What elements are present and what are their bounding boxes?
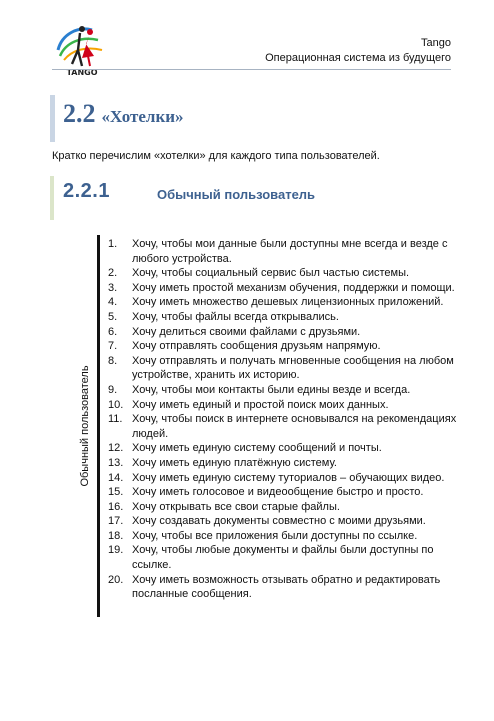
list-item-number: 11. bbox=[108, 413, 123, 426]
list-item-number: 16. bbox=[108, 500, 124, 513]
list-item-number: 7. bbox=[108, 340, 118, 353]
list-item-text: Хочу отправлять и получать мгновенные сообщения на любом устройстве, хранить их историю. bbox=[132, 354, 454, 382]
list-item-text: Хочу, чтобы все приложения были доступны по ссылке. bbox=[132, 529, 418, 542]
list-item bbox=[102, 383, 457, 398]
list-item-text: Хочу иметь возможность отзывать обратно и редактировать посланные сообщения. bbox=[132, 573, 441, 601]
list-item-text: Хочу, чтобы мои данные были доступны мне всегда и везде с любого устройства. bbox=[132, 238, 448, 265]
list-item-text: Хочу открывать все свои старые файлы. bbox=[132, 500, 340, 513]
list-item bbox=[102, 237, 457, 266]
list-item-number: 13. bbox=[108, 456, 124, 469]
list-item-number: 18. bbox=[108, 529, 124, 542]
list-item-number: 20. bbox=[108, 573, 124, 586]
header-title: Tango bbox=[421, 37, 451, 49]
list-item-text: Хочу, чтобы поиск в интернете основывался на рекомендациях людей. bbox=[132, 413, 457, 440]
list-item bbox=[102, 514, 457, 529]
list-item bbox=[102, 325, 457, 340]
heading-accent-bar bbox=[50, 95, 55, 142]
list-item-text: Хочу, чтобы файлы всегда открывались. bbox=[132, 310, 339, 323]
list-item-text: Хочу иметь голосовое и видеообщение быстро и просто. bbox=[132, 486, 424, 499]
intro-paragraph: Кратко перечислим «хотелки» для каждого типа пользователей. bbox=[52, 150, 380, 162]
list-item-text: Хочу создавать документы совместно с моими друзьями. bbox=[132, 515, 426, 528]
list-item bbox=[102, 339, 457, 354]
header-subtitle: Операционная система из будущего bbox=[265, 52, 451, 64]
list-item-text: Хочу иметь единую систему сообщений и почты. bbox=[132, 442, 382, 455]
section-heading bbox=[63, 99, 184, 129]
list-item-text: Хочу иметь простой механизм обучения, поддержки и помощи. bbox=[132, 281, 455, 294]
list-item-text: Хочу, чтобы мои контакты были едины везде и всегда. bbox=[132, 383, 411, 396]
list-item-number: 1. bbox=[108, 238, 118, 250]
list-item-number: 4. bbox=[108, 296, 118, 309]
list-item-number: 10. bbox=[108, 398, 124, 411]
list-item-text: Хочу отправлять сообщения друзьям напрямую. bbox=[132, 340, 381, 353]
list-item bbox=[102, 471, 457, 486]
list-item bbox=[102, 281, 457, 296]
list-item-text: Хочу иметь единый и простой поиск моих данных. bbox=[132, 398, 389, 411]
list-item bbox=[102, 485, 457, 500]
list-item bbox=[102, 266, 457, 281]
list-item bbox=[102, 310, 457, 325]
wish-list bbox=[102, 237, 457, 602]
list-item-number: 6. bbox=[108, 325, 118, 338]
list-item-text: Хочу, чтобы социальный сервис был частью системы. bbox=[132, 267, 410, 280]
user-type-cell bbox=[74, 235, 96, 617]
list-item-number: 5. bbox=[108, 310, 118, 323]
list-item-text: Хочу, чтобы любые документы и файлы были доступны по ссылке. bbox=[132, 544, 434, 572]
table-divider bbox=[97, 235, 100, 617]
list-item-number: 3. bbox=[108, 281, 118, 294]
list-item-number: 17. bbox=[108, 515, 124, 528]
subsection-number: 2.2.1 bbox=[63, 180, 110, 202]
list-item-text: Хочу иметь множество дешевых лицензионных приложений. bbox=[132, 296, 444, 309]
list-item bbox=[102, 573, 457, 602]
list-item-text: Хочу иметь единую платёжную систему. bbox=[132, 456, 337, 469]
section-title: «Хотелки» bbox=[101, 107, 184, 126]
list-item-number: 19. bbox=[108, 544, 124, 557]
list-item bbox=[102, 354, 457, 383]
list-item-number: 15. bbox=[108, 486, 124, 499]
subheading-accent-bar bbox=[50, 176, 54, 220]
list-item-number: 9. bbox=[108, 383, 118, 396]
list-item bbox=[102, 456, 457, 471]
list-item-number: 8. bbox=[108, 354, 118, 367]
section-number: 2.2 bbox=[63, 99, 96, 128]
user-type-label: Обычный пользователь bbox=[79, 365, 91, 487]
list-item-text: Хочу иметь единую систему туториалов – обучающих видео. bbox=[132, 471, 445, 484]
list-item-text: Хочу делиться своими файлами с друзьями. bbox=[132, 325, 361, 338]
list-item bbox=[102, 295, 457, 310]
list-item bbox=[102, 529, 457, 544]
list-item-number: 12. bbox=[108, 442, 124, 455]
list-item bbox=[102, 543, 457, 572]
list-item bbox=[102, 441, 457, 456]
svg-text:TANGO: TANGO bbox=[66, 68, 98, 77]
subsection-title: Обычный пользователь bbox=[157, 187, 316, 202]
list-item-number: 2. bbox=[108, 267, 118, 280]
list-item bbox=[102, 398, 457, 413]
list-item bbox=[102, 412, 457, 441]
list-item bbox=[102, 500, 457, 515]
header-divider bbox=[52, 69, 451, 70]
list-item-number: 14. bbox=[108, 471, 124, 484]
